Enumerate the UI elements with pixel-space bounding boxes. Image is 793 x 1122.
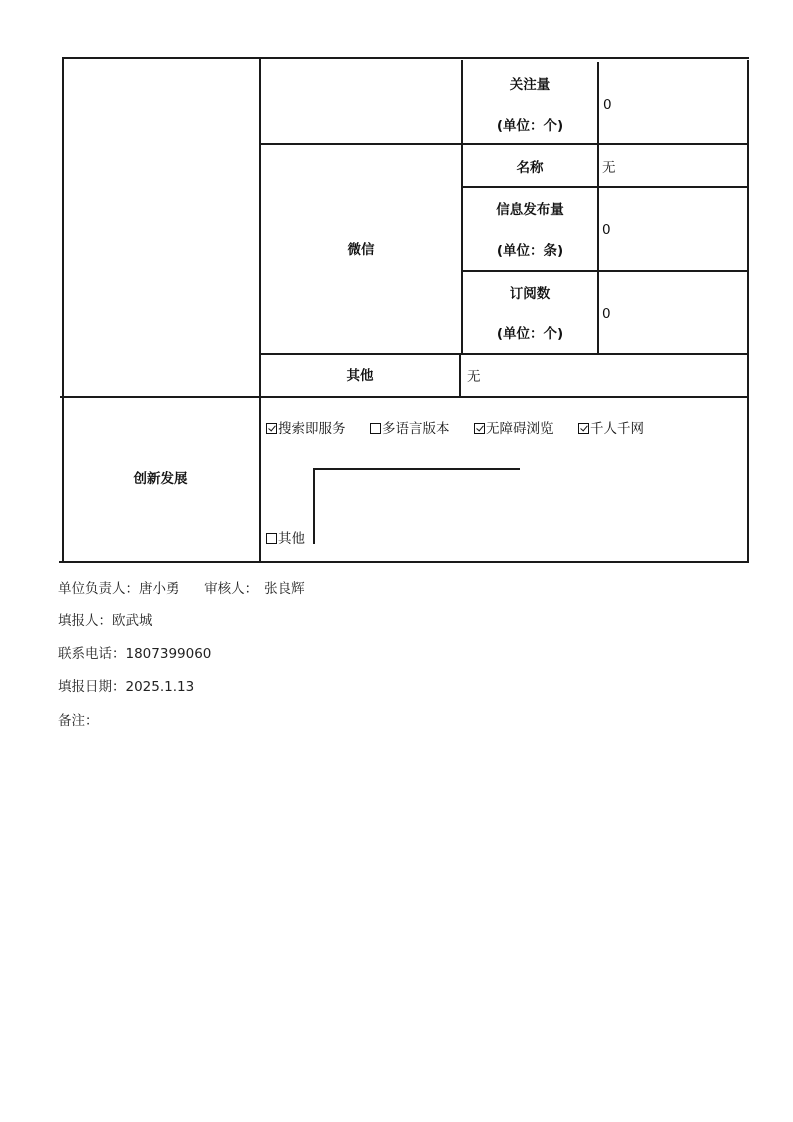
wechat-name-label: 名称 [516,160,544,176]
follows-value: 0 [603,97,612,113]
phone-label: 联系电话： [58,646,126,662]
footer-notes-line [58,709,99,729]
footer-date-line [58,675,194,695]
wechat-subscriptions-label: 订阅数 [509,286,551,302]
wechat-posts-unit: (单位：条) [496,243,564,259]
filler-label: 填报人： [58,613,112,629]
checkbox-unchecked-icon[interactable] [266,533,277,544]
option-multilingual[interactable] [370,421,450,437]
wechat-subscriptions-value: 0 [602,306,611,322]
date-value: 2025.1.13 [125,679,195,695]
filler-name: 欧武城 [112,613,153,629]
wechat-subscriptions-unit: (单位：个) [496,326,564,342]
unit-head-label: 单位负责人： [58,581,139,597]
wechat-posts-value: 0 [602,222,611,238]
wechat-name-value: 无 [602,160,616,176]
checkbox-unchecked-icon[interactable] [370,423,381,434]
reviewer-name: 张良辉 [264,581,305,597]
phone-number: 1807399060 [125,646,212,662]
checkbox-checked-icon[interactable] [474,423,485,434]
option-other[interactable] [266,531,305,547]
footer-phone-line [58,642,211,662]
option-label: 搜索即服务 [278,421,346,437]
option-label: 无障碍浏览 [486,421,554,437]
other-value: 无 [467,369,481,385]
option-label: 千人千网 [590,421,644,437]
unit-head-name: 唐小勇 [139,581,180,597]
follows-label: 关注量 [509,77,551,93]
other-writein-bracket [313,468,315,544]
option-personalized-sites[interactable] [578,421,644,437]
other-label: 其他 [346,368,374,384]
wechat-label: 微信 [347,242,375,258]
reviewer-label: 审核人： [204,581,259,597]
option-search-as-service[interactable] [266,421,346,437]
checkbox-checked-icon[interactable] [266,423,277,434]
wechat-posts-label: 信息发布量 [496,202,564,218]
date-label: 填报日期： [58,679,126,695]
option-label: 其他 [278,531,305,547]
notes-label: 备注： [58,713,99,729]
option-accessibility[interactable] [474,421,554,437]
follows-unit: (单位：个) [496,118,564,134]
innovation-label: 创新发展 [133,471,188,487]
footer-unit-head-line [58,577,305,597]
checkbox-checked-icon[interactable] [578,423,589,434]
option-label: 多语言版本 [382,421,450,437]
footer-filler-line [58,609,153,629]
other-writein-line [313,468,520,470]
